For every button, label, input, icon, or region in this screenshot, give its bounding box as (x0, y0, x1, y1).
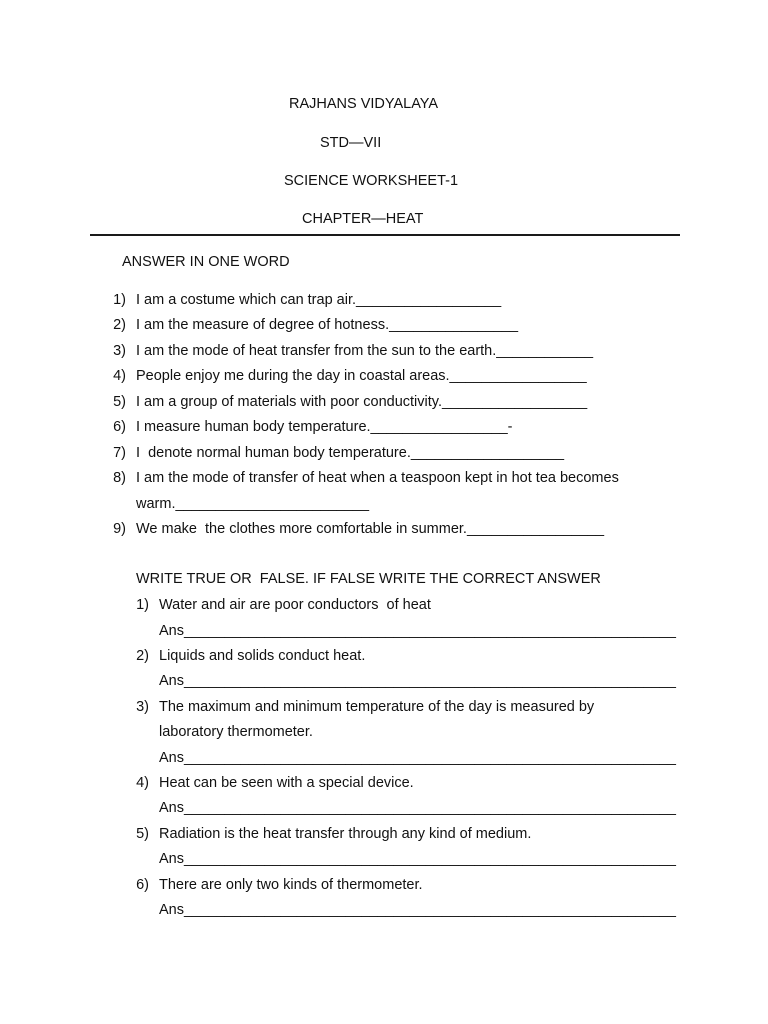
chapter-title: CHAPTER—HEAT (302, 211, 424, 227)
item-text: The maximum and minimum temperature of the day is measured by (159, 699, 595, 715)
item-number: 1) (136, 597, 149, 613)
item-text: I measure human body temperature._________________- (136, 419, 513, 435)
answer-line: Ans_____________________________________________________________ (159, 902, 676, 918)
item-number: 5) (136, 826, 149, 842)
item-number: 6) (113, 419, 126, 435)
school-name: RAJHANS VIDYALAYA (289, 96, 439, 112)
header-divider (90, 234, 680, 236)
item-text: Water and air are poor conductors of heat (159, 597, 431, 613)
item-text: People enjoy me during the day in coastal areas._________________ (136, 368, 587, 384)
answer-line: Ans_____________________________________________________________ (159, 623, 676, 639)
item-text: I am a group of materials with poor conductivity.__________________ (136, 394, 588, 410)
standard-label: STD—VII (320, 135, 382, 151)
answer-line: Ans_____________________________________________________________ (159, 800, 676, 816)
answer-line: Ans_____________________________________________________________ (159, 851, 676, 867)
answer-line: Ans_____________________________________________________________ (159, 750, 676, 766)
item-number: 8) (113, 470, 126, 486)
item-number: 4) (136, 775, 149, 791)
item-number: 2) (113, 317, 126, 333)
item-text: I am the mode of heat transfer from the sun to the earth.____________ (136, 343, 594, 359)
item-text: There are only two kinds of thermometer. (159, 877, 423, 893)
item-number: 9) (113, 521, 126, 537)
item-text: I am a costume which can trap air.__________________ (136, 292, 502, 308)
item-text: Heat can be seen with a special device. (159, 775, 414, 791)
item-text: I am the mode of transfer of heat when a teaspoon kept in hot tea becomes (136, 470, 619, 486)
item-number: 5) (113, 394, 126, 410)
item-number: 7) (113, 445, 126, 461)
answer-line: Ans_____________________________________________________________ (159, 673, 676, 689)
item-text: Liquids and solids conduct heat. (159, 648, 366, 664)
item-text: I denote normal human body temperature.___________________ (136, 445, 565, 461)
section1-heading: ANSWER IN ONE WORD (122, 254, 290, 270)
item-number: 1) (113, 292, 126, 308)
item-number: 2) (136, 648, 149, 664)
item-text: We make the clothes more comfortable in summer._________________ (136, 521, 605, 537)
section2-heading: WRITE TRUE OR FALSE. IF FALSE WRITE THE CORRECT ANSWER (136, 571, 601, 587)
item-text-continued: warm.________________________ (136, 496, 370, 512)
item-number: 3) (113, 343, 126, 359)
item-number: 4) (113, 368, 126, 384)
item-number: 3) (136, 699, 149, 715)
worksheet-title: SCIENCE WORKSHEET-1 (284, 173, 459, 189)
item-text-continued: laboratory thermometer. (159, 724, 313, 740)
item-text: Radiation is the heat transfer through any kind of medium. (159, 826, 532, 842)
item-number: 6) (136, 877, 149, 893)
item-text: I am the measure of degree of hotness.________________ (136, 317, 519, 333)
